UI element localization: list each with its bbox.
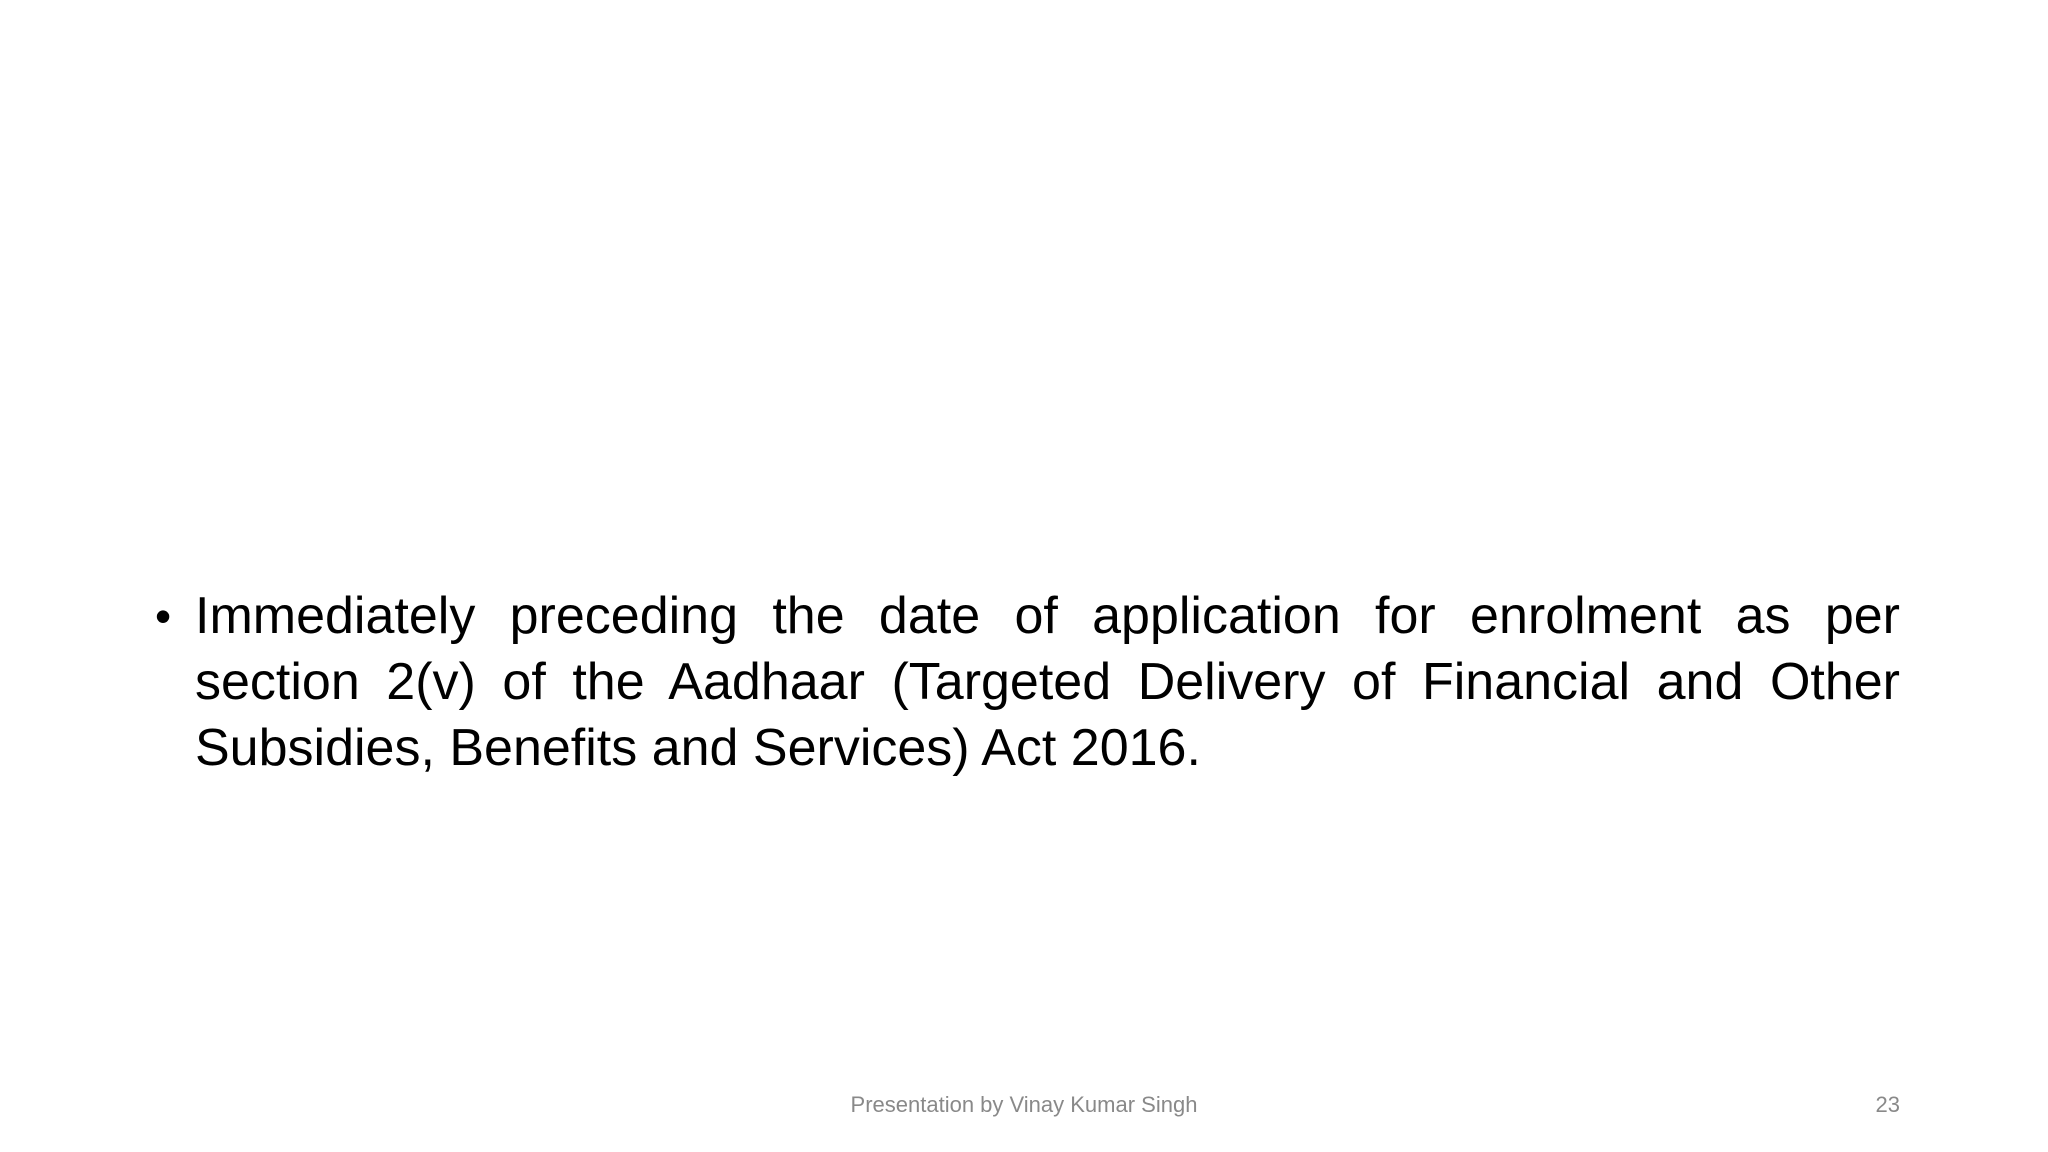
- bullet-list: [155, 583, 1900, 781]
- slide-body: [155, 583, 1900, 781]
- slide-footer: Presentation by Vinay Kumar Singh: [850, 1092, 1198, 1117]
- slide-number: 23: [1875, 1092, 1900, 1117]
- bullet-icon: •: [155, 590, 172, 642]
- bullet-item: [155, 583, 1900, 781]
- bullet-text: Immediately preceding the date of application for enrolment as per section 2(v) of the Aadhaar (Targeted Delivery of Financial and Other Subsidies, Benefits and Services) Act 2016.: [195, 587, 1900, 777]
